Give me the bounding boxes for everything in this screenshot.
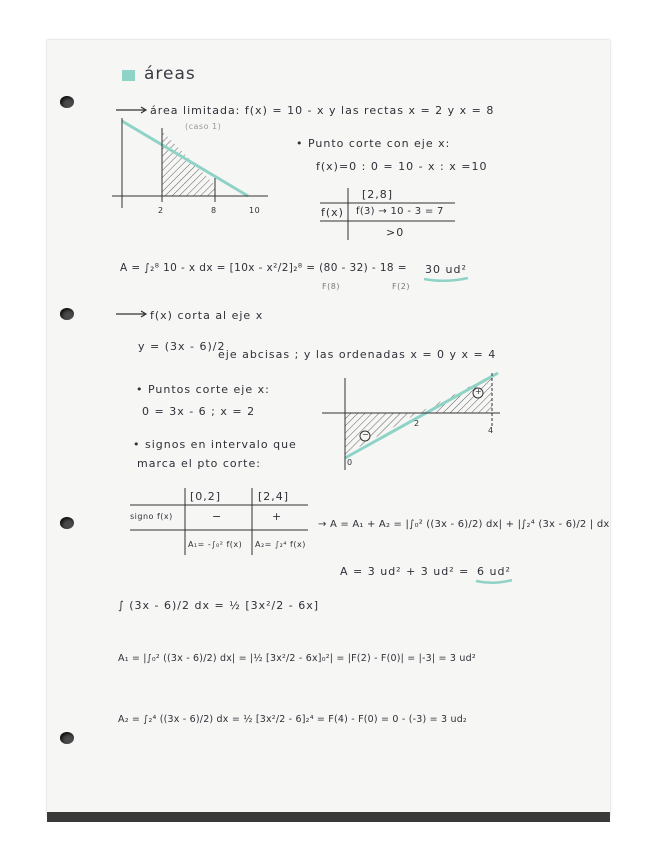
- cut-label-2: • Puntos corte eje x:: [136, 383, 270, 396]
- antiderivative: ∫ (3x - 6)/2 dx = ½ [3x²/2 - 6x]: [118, 599, 320, 612]
- case-label: (caso 1): [185, 122, 222, 131]
- graph-case-1: [112, 118, 268, 208]
- graph-section-2: [322, 373, 500, 470]
- table2-sign-1: −: [212, 510, 223, 523]
- tick-label: 8: [211, 206, 217, 215]
- arrow-icon: [116, 107, 146, 113]
- shaded-area: [162, 131, 215, 196]
- area-result: 6 ud²: [477, 565, 511, 578]
- section1-statement: área limitada: f(x) = 10 - x y las rectas x = 2 y x = 8: [150, 104, 495, 117]
- plus-sign: +: [475, 387, 483, 396]
- table2-formula-2: A₂= ∫₂⁴ f(x): [255, 540, 306, 549]
- page-title: áreas: [144, 64, 196, 84]
- area-sum: → A = A₁ + A₂ = |∫₀² ((3x - 6)/2) dx| + |∫₂⁴ (3x - 6)/2 | dx: [318, 519, 610, 530]
- graph-tick-4: 4: [488, 426, 494, 435]
- section2-statement: f(x) corta al eje x: [150, 309, 264, 322]
- result-underline: [476, 580, 512, 583]
- graph-tick-2: 2: [414, 419, 420, 428]
- tick-label: 10: [249, 206, 261, 215]
- graph-origin-label: 0: [347, 458, 353, 467]
- axes-text: eje abcisas ; y las ordenadas x = 0 y x = 4: [218, 348, 497, 361]
- result-1: 30 ud²: [425, 263, 467, 276]
- a2-calculation: A₂ = ∫₂⁴ ((3x - 6)/2) dx = ½ [3x²/2 - 6]₂⁴ = F(4) - F(0) = 0 - (-3) = 3 ud₂: [118, 714, 467, 725]
- table2-interval-2: [2,4]: [258, 490, 290, 503]
- function-definition: y = (3x - 6)/2: [138, 340, 226, 353]
- table2-formula-1: A₁= -∫₀² f(x): [188, 540, 243, 549]
- table1-row-label: f(x): [321, 206, 344, 219]
- table1-evaluation: f(3) → 10 - 3 = 7: [356, 206, 444, 217]
- cut-equation-2: 0 = 3x - 6 ; x = 2: [142, 405, 256, 418]
- integral-1: A = ∫₂⁸ 10 - x dx = [10x - x²/2]₂⁸ = (80 - 32) - 18 =: [120, 262, 407, 274]
- cut-label: • Punto corte con eje x:: [296, 137, 451, 150]
- tick-label: 2: [158, 206, 164, 215]
- area-result-prefix: A = 3 ud² + 3 ud² =: [340, 565, 470, 578]
- table2-sign-2: +: [272, 510, 283, 523]
- minus-sign: −: [362, 430, 370, 439]
- result-underline: [424, 278, 468, 281]
- signs-label-2: marca el pto corte:: [137, 457, 261, 470]
- signs-label-1: • signos en intervalo que: [133, 438, 297, 451]
- f-label: F(2): [392, 282, 410, 291]
- f-label: F(8): [322, 282, 340, 291]
- arrow-icon: [116, 311, 146, 317]
- table2-interval-1: [0,2]: [190, 490, 222, 503]
- table1-interval: [2,8]: [362, 188, 394, 201]
- table1-sign: >0: [386, 226, 405, 239]
- a1-calculation: A₁ = |∫₀² ((3x - 6)/2) dx| = |½ [3x²/2 - 6x]₀²| = |F(2) - F(0)| = |-3| = 3 ud²: [118, 653, 476, 664]
- cut-equation: f(x)=0 : 0 = 10 - x : x =10: [316, 160, 488, 173]
- table2-row-label: signo f(x): [130, 512, 173, 521]
- shaded-area-negative: [345, 413, 418, 455]
